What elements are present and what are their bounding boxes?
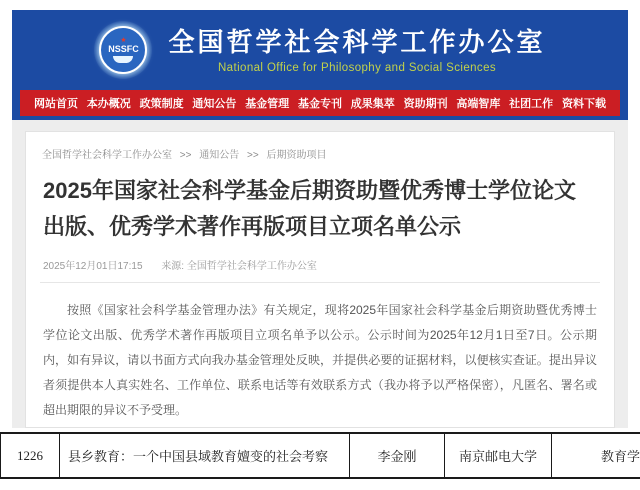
project-table (0, 432, 640, 479)
article-paragraph: 按照《国家社会科学基金管理办法》有关规定，现将2025年国家社会科学基金后期资助暨优秀博士学位论文出版、优秀学术著作再版项目立项名单予以公示。公示时间为2025年12月1日至7日。公示期内，如有异议，请以书面方式向我办基金管理处反映，并提供必要的证据材料，以便核实查证。提出异议者须提供本人真实姓名、工作单位、联系电话等有效联系方式（我办将予以严格保密），凡匿名、署名或超出期限的异议不予受理。 (43, 303, 597, 417)
site-title-block (168, 27, 545, 74)
breadcrumb-home[interactable]: 全国哲学社会科学工作办公室 (42, 150, 172, 161)
project-list-section (0, 432, 640, 479)
breadcrumb (42, 146, 598, 161)
article-card (25, 131, 615, 428)
nav-item-think-tanks[interactable]: 高端智库 (456, 98, 501, 110)
article-title: 2025年国家社会科学基金后期资助暨优秀博士学位论文出版、优秀学术著作再版项目立项名单公示 (43, 178, 576, 239)
header-banner (20, 10, 620, 90)
cell-serial-number: 1226 (1, 433, 60, 478)
cell-project-title: 县乡教育：一个中国县域教育嬗变的社会考察 (60, 433, 350, 478)
logo-text: NSSFC (108, 44, 139, 54)
nav-item-achievements[interactable]: 成果集萃 (350, 98, 395, 110)
nav-item-home[interactable]: 网站首页 (34, 98, 78, 110)
site-logo[interactable] (94, 21, 152, 79)
nav-item-fund-special[interactable]: 基金专刊 (297, 98, 342, 110)
nav-item-funded-journals[interactable]: 资助期刊 (403, 98, 448, 110)
nav-item-association-work[interactable]: 社团工作 (509, 98, 554, 110)
breadcrumb-separator: >> (247, 150, 259, 161)
table-row (1, 433, 640, 478)
breadcrumb-separator: >> (179, 150, 192, 161)
site-subtitle: National Office for Philosophy and Social Sciences (217, 61, 497, 74)
nav-item-about[interactable]: 本办概况 (86, 98, 131, 110)
logo-book-arc-icon (113, 56, 133, 63)
breadcrumb-current: 后期资助项目 (266, 150, 327, 161)
article-meta (43, 257, 597, 272)
main-nav (20, 90, 620, 116)
nav-item-downloads[interactable]: 资料下载 (561, 98, 606, 110)
divider (40, 282, 600, 283)
cell-author: 李金刚 (350, 433, 445, 478)
article-date: 2025年12月01日17:15 (43, 261, 143, 272)
breadcrumb-notices[interactable]: 通知公告 (199, 150, 240, 161)
article-source-label: 来源: (161, 261, 185, 272)
nav-item-fund-management[interactable]: 基金管理 (245, 98, 290, 110)
nav-item-notices[interactable]: 通知公告 (192, 98, 237, 110)
cell-discipline: 教育学 (552, 433, 640, 478)
nav-item-policies[interactable]: 政策制度 (139, 98, 184, 110)
article-source: 全国哲学社会科学工作办公室 (186, 261, 317, 272)
site-title: 全国哲学社会科学工作办公室 (168, 26, 546, 57)
site-header (12, 10, 628, 120)
content-area (12, 120, 628, 428)
logo-circle (99, 26, 147, 74)
star-icon: ★ (120, 37, 127, 44)
cell-institution: 南京邮电大学 (445, 433, 552, 478)
